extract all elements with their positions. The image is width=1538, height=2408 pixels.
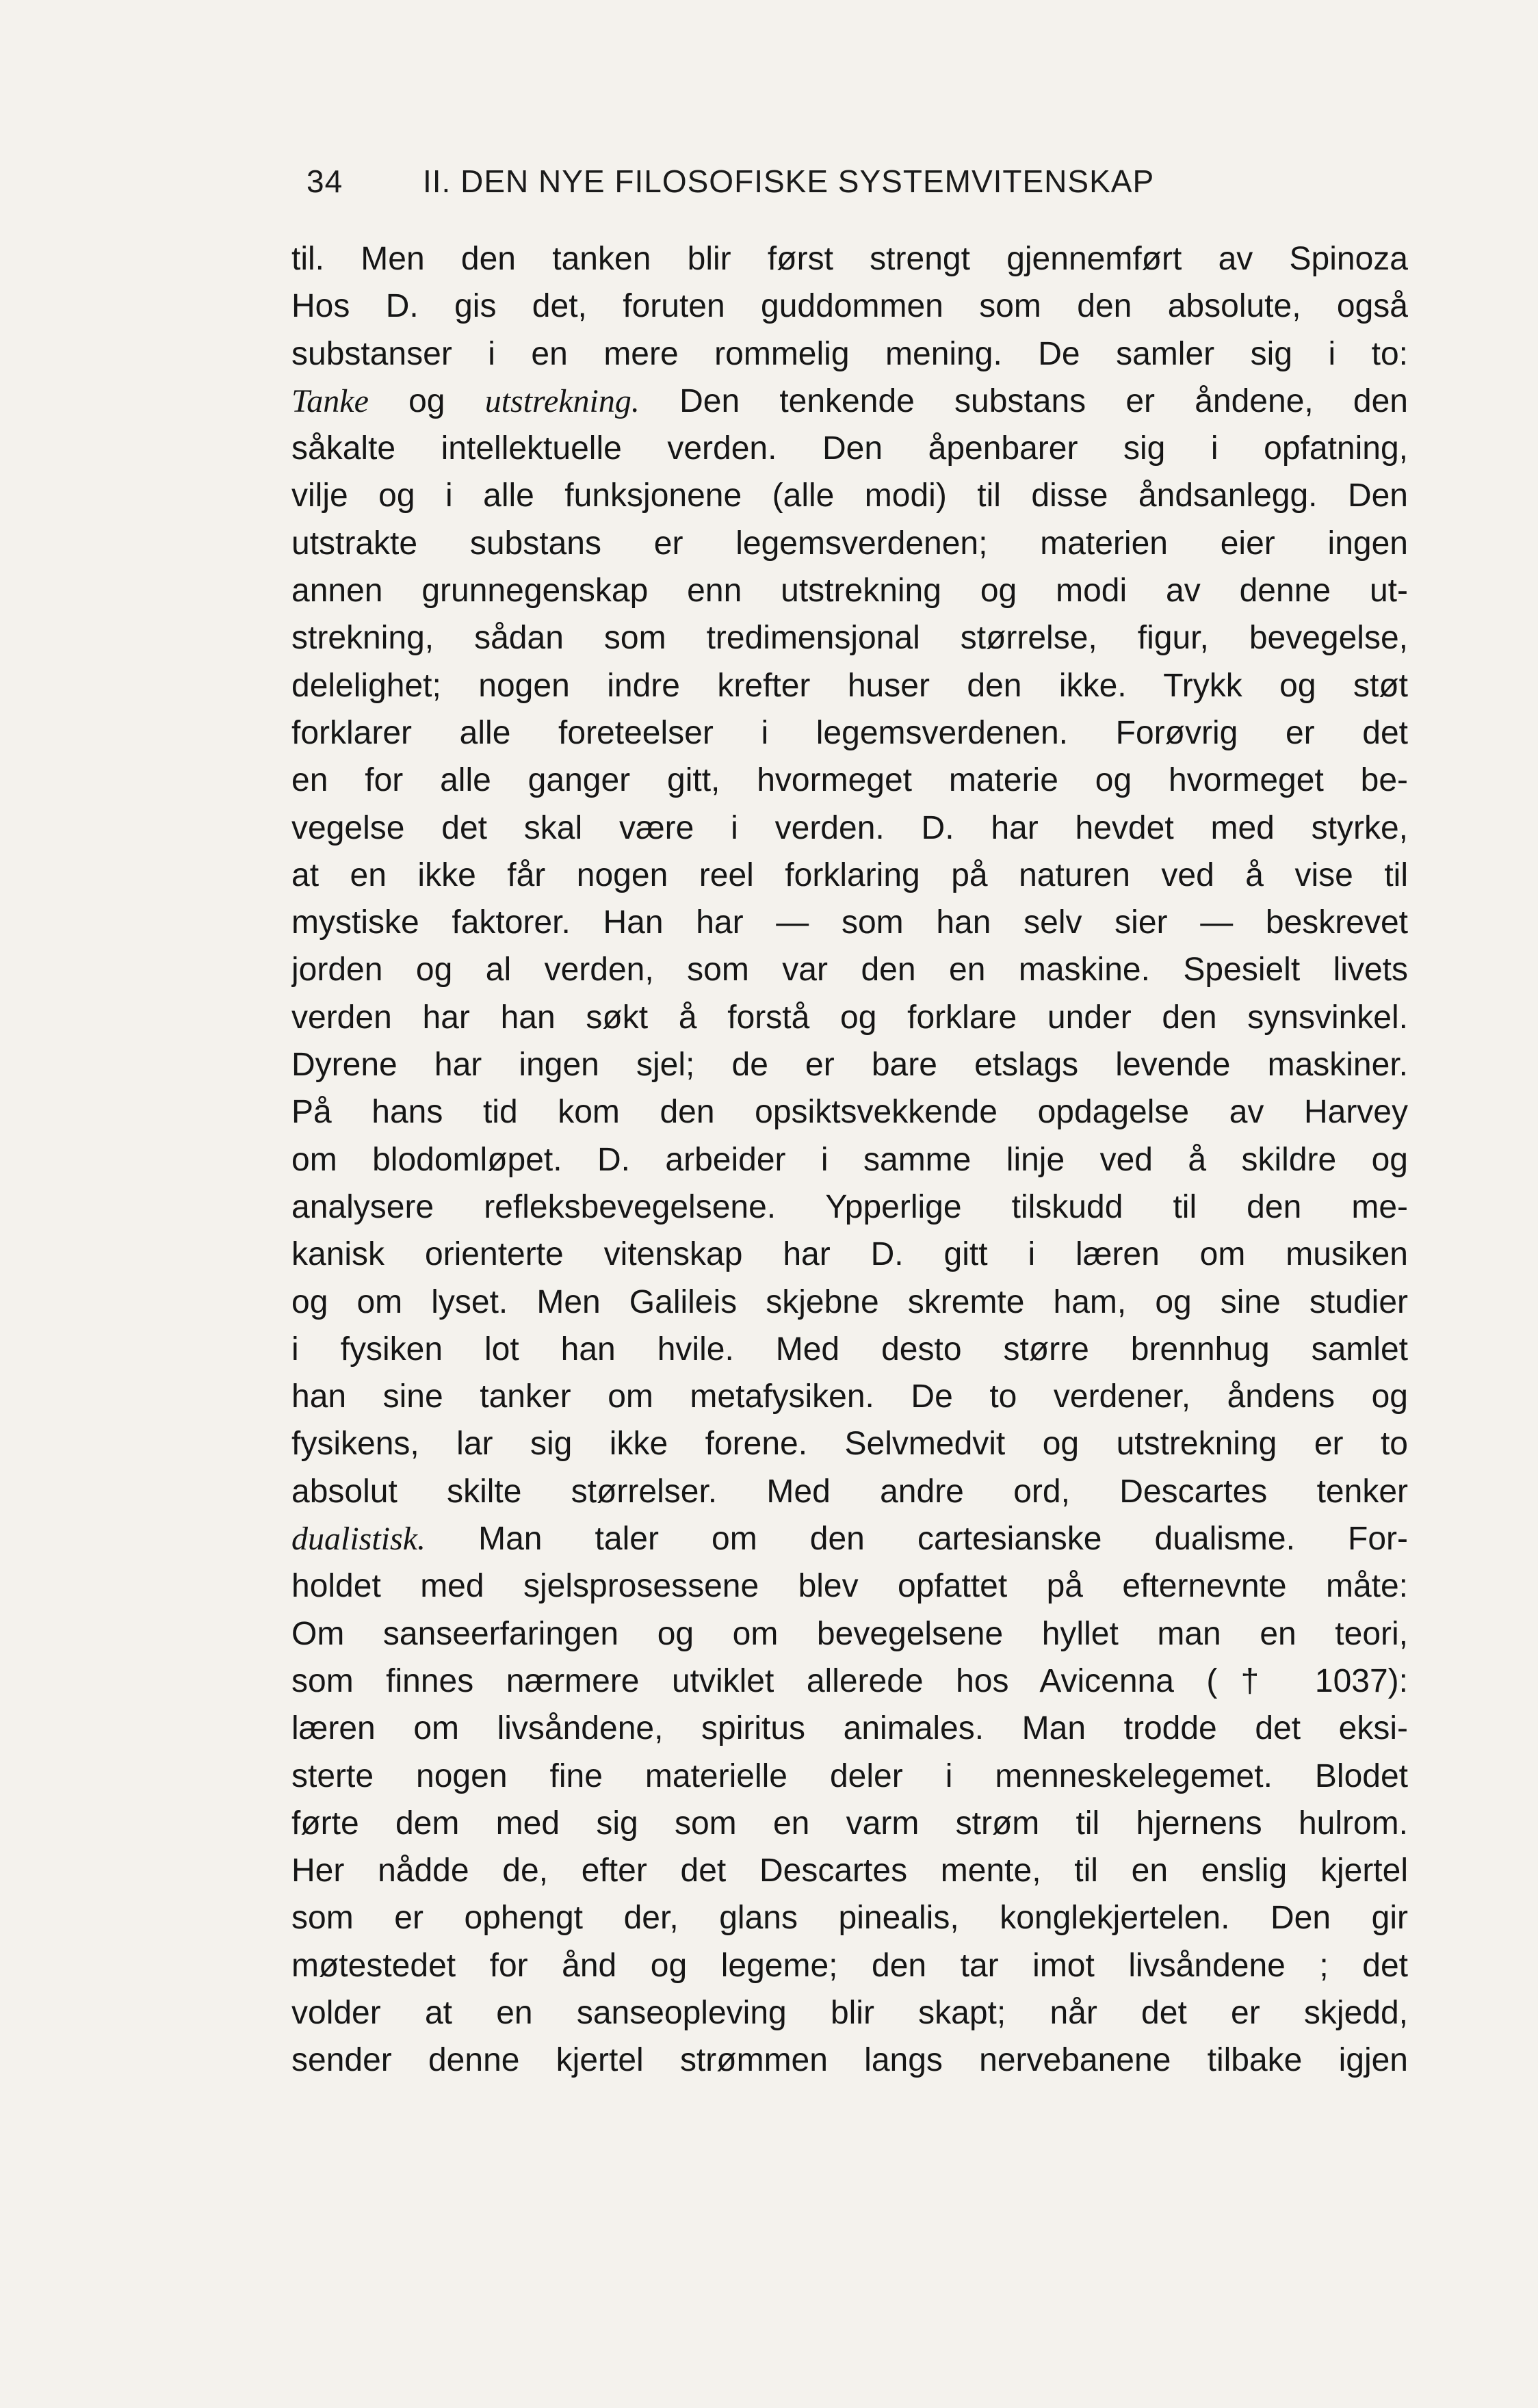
text-line: [291, 520, 1408, 567]
text-line: [291, 1658, 1408, 1705]
text-line: [291, 946, 1408, 993]
text-line: [291, 1088, 1408, 1136]
text-line: [291, 1279, 1408, 1326]
italic-term: utstrekning.: [484, 382, 640, 419]
text-segment: mystiske faktorer. Han har — som han selv sier — beskrevet: [291, 904, 1408, 941]
text-segment: volder at en sanseopleving blir skapt; når det er skjedd,: [291, 1994, 1408, 2031]
text-segment: På hans tid kom den opsiktsvekkende opdagelse av Harvey: [291, 1094, 1408, 1131]
text-segment: annen grunnegenskap enn utstrekning og modi av denne ut-: [291, 573, 1408, 610]
running-title: II. DEN NYE FILOSOFISKE SYSTEMVITENSKAP: [423, 163, 1155, 199]
text-line: [291, 1989, 1408, 2037]
text-line: [291, 2037, 1408, 2084]
text-segment: sterte nogen fine materielle deler i menneskelegemet. Blodet: [291, 1757, 1408, 1794]
text-line: [291, 1942, 1408, 1989]
text-segment: fysikens, lar sig ikke forene. Selvmedvit og utstrekning er to: [291, 1426, 1408, 1463]
text-segment: strekning, sådan som tredimensjonal størrelse, figur, bevegelse,: [291, 620, 1408, 657]
text-segment: Dyrene har ingen sjel; de er bare etslags levende maskiner.: [291, 1047, 1408, 1084]
text-segment: førte dem med sig som en varm strøm til hjernens hulrom.: [291, 1805, 1408, 1842]
text-segment: absolut skilte størrelser. Med andre ord, Descartes tenker: [291, 1473, 1408, 1510]
text-segment: at en ikke får nogen reel forklaring på naturen ved å vise til: [291, 856, 1408, 893]
text-line: [291, 994, 1408, 1041]
text-segment: vilje og i alle funksjonene (alle modi) til disse åndsanlegg. Den: [291, 477, 1408, 514]
text-segment: møtestedet for ånd og legeme; den tar imot livsåndene ; det: [291, 1947, 1408, 1984]
text-line: [291, 330, 1408, 378]
text-line: [291, 1468, 1408, 1515]
text-line: [291, 1562, 1408, 1610]
italic-term: dualistisk.: [291, 1521, 426, 1558]
text-line: [291, 1231, 1408, 1278]
text-line: [291, 804, 1408, 852]
text-line: [291, 425, 1408, 472]
text-line: [291, 709, 1408, 757]
text-line: [291, 1894, 1408, 1941]
text-segment: kanisk orienterte vitenskap har D. gitt i læren om musiken: [291, 1236, 1408, 1273]
text-segment: han sine tanker om metafysiken. De to verdener, åndens og: [291, 1378, 1408, 1415]
text-line: [291, 1183, 1408, 1231]
text-line: [291, 1847, 1408, 1894]
text-segment: utstrakte substans er legemsverdenen; materien eier ingen: [291, 525, 1408, 562]
text-line: [291, 472, 1408, 519]
text-segment: sender denne kjertel strømmen langs nervebanene tilbake igjen: [291, 2042, 1408, 2079]
text-segment: jorden og al verden, som var den en maskine. Spesielt livets: [291, 952, 1408, 989]
text-line: [291, 757, 1408, 804]
text-line: [291, 1326, 1408, 1373]
text-segment: som finnes nærmere utviklet allerede hos Avicenna († 1037):: [291, 1662, 1408, 1699]
text-line: [291, 1420, 1408, 1467]
text-line: [291, 899, 1408, 946]
page-number: 34: [307, 163, 343, 199]
text-segment: læren om livsåndene, spiritus animales. Man trodde det eksi-: [291, 1710, 1408, 1747]
text-segment: Den tenkende substans er åndene, den: [639, 382, 1408, 419]
text-segment: substanser i en mere rommelig mening. De samler sig i to:: [291, 335, 1408, 372]
body-text: [291, 235, 1408, 2084]
text-segment: som er ophengt der, glans pinealis, konglekjertelen. Den gir: [291, 1900, 1408, 1937]
text-line: [291, 1041, 1408, 1088]
text-line: [291, 235, 1408, 283]
text-line: [291, 1800, 1408, 1847]
text-line: [291, 1610, 1408, 1658]
text-line: [291, 1373, 1408, 1420]
text-line: [291, 283, 1408, 330]
text-segment: en for alle ganger gitt, hvormeget materie og hvormeget be-: [291, 762, 1408, 799]
text-line: [291, 378, 1408, 425]
text-segment: Man taler om den cartesianske dualisme. For-: [426, 1521, 1408, 1558]
text-segment: til. Men den tanken blir først strengt gjennemført av Spinoza: [291, 241, 1408, 277]
text-segment: og om lyset. Men Galileis skjebne skremte ham, og sine studier: [291, 1283, 1408, 1320]
text-segment: i fysiken lot han hvile. Med desto større brennhug samlet: [291, 1331, 1408, 1367]
text-segment: vegelse det skal være i verden. D. har hevdet med styrke,: [291, 809, 1408, 846]
text-segment: delelighet; nogen indre krefter huser den ikke. Trykk og støt: [291, 667, 1408, 704]
text-segment: analysere refleksbevegelsene. Ypperlige tilskudd til den me-: [291, 1188, 1408, 1225]
text-line: [291, 1753, 1408, 1800]
text-line: [291, 1136, 1408, 1183]
text-line: [291, 662, 1408, 709]
text-line: [291, 1705, 1408, 1752]
italic-term: Tanke: [291, 382, 369, 419]
text-segment: forklarer alle foreteelser i legemsverdenen. Forøvrig er det: [291, 714, 1408, 751]
running-header: [307, 163, 1264, 207]
text-line: [291, 614, 1408, 662]
text-segment: verden har han søkt å forstå og forklare under den synsvinkel.: [291, 999, 1408, 1036]
text-segment: Hos D. gis det, foruten guddommen som den absolute, også: [291, 288, 1408, 325]
text-line: [291, 567, 1408, 614]
text-segment: om blodomløpet. D. arbeider i samme linje ved å skildre og: [291, 1141, 1408, 1178]
text-line: [291, 852, 1408, 899]
text-segment: Her nådde de, efter det Descartes mente, til en enslig kjertel: [291, 1853, 1408, 1889]
text-segment: og: [368, 382, 485, 419]
text-segment: Om sanseerfaringen og om bevegelsene hyllet man en teori,: [291, 1615, 1408, 1652]
text-line: [291, 1515, 1408, 1562]
text-segment: holdet med sjelsprosessene blev opfattet på efternevnte måte:: [291, 1568, 1408, 1605]
text-segment: såkalte intellektuelle verden. Den åpenbarer sig i opfatning,: [291, 430, 1408, 467]
